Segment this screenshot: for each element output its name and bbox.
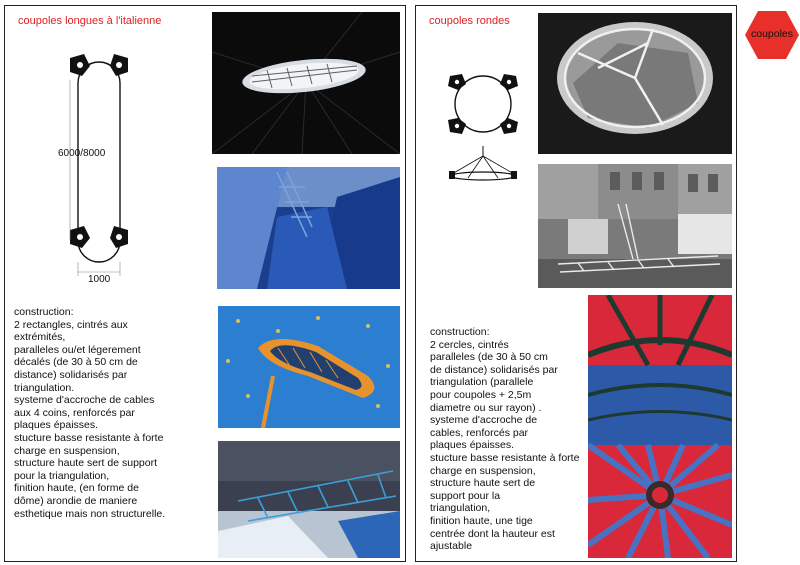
photo-dome-interior-dark	[212, 12, 400, 154]
photo-street-truss-installation	[538, 164, 732, 288]
coupoles-badge-label: coupoles	[750, 28, 794, 40]
photo-blue-tarp-structure	[217, 167, 400, 289]
left-description: construction: 2 rectangles, cintrés aux extrémités, paralleles ou/et légerement décalés (de 30 à 50 cm de distance) solidarisés par triangulation. systeme d'accroche de cables aux 4 coins, renforcés par plaques épaisses. stucture basse resistante à forte charge en suspension, structure haute sert de support pour la triangulation, finition haute, (en forme de dôme) arondie de maniere esthetique mais non structurelle.	[14, 306, 166, 520]
length-dimension-label: 6000/8000	[58, 148, 106, 159]
long-dome-schematic	[40, 40, 170, 290]
photo-workshop-truss	[218, 441, 400, 558]
width-dimension-label: 1000	[88, 274, 111, 285]
round-dome-schematic	[440, 70, 530, 190]
photo-round-dome-skylight	[538, 13, 732, 154]
photo-red-blue-dome-interior	[588, 295, 732, 558]
left-panel-title: coupoles longues à l'italienne	[18, 15, 162, 27]
right-description: construction: 2 cercles, cintrés paralleles (de 30 à 50 cm de distance) solidarisés par triangulation (parallele pour coupoles + 2,5m diametre ou sur rayon) . systeme d'accroche de cables, renforcés par plaques épaisses. stucture basse resistante à forte charge en suspension, structure haute sert de support pour la triangulation, finition haute, une tige centrée dont la hauteur est ajustable	[430, 326, 580, 553]
right-panel-title: coupoles rondes	[429, 15, 510, 27]
photo-orange-frame-blue-ceiling	[218, 306, 400, 428]
